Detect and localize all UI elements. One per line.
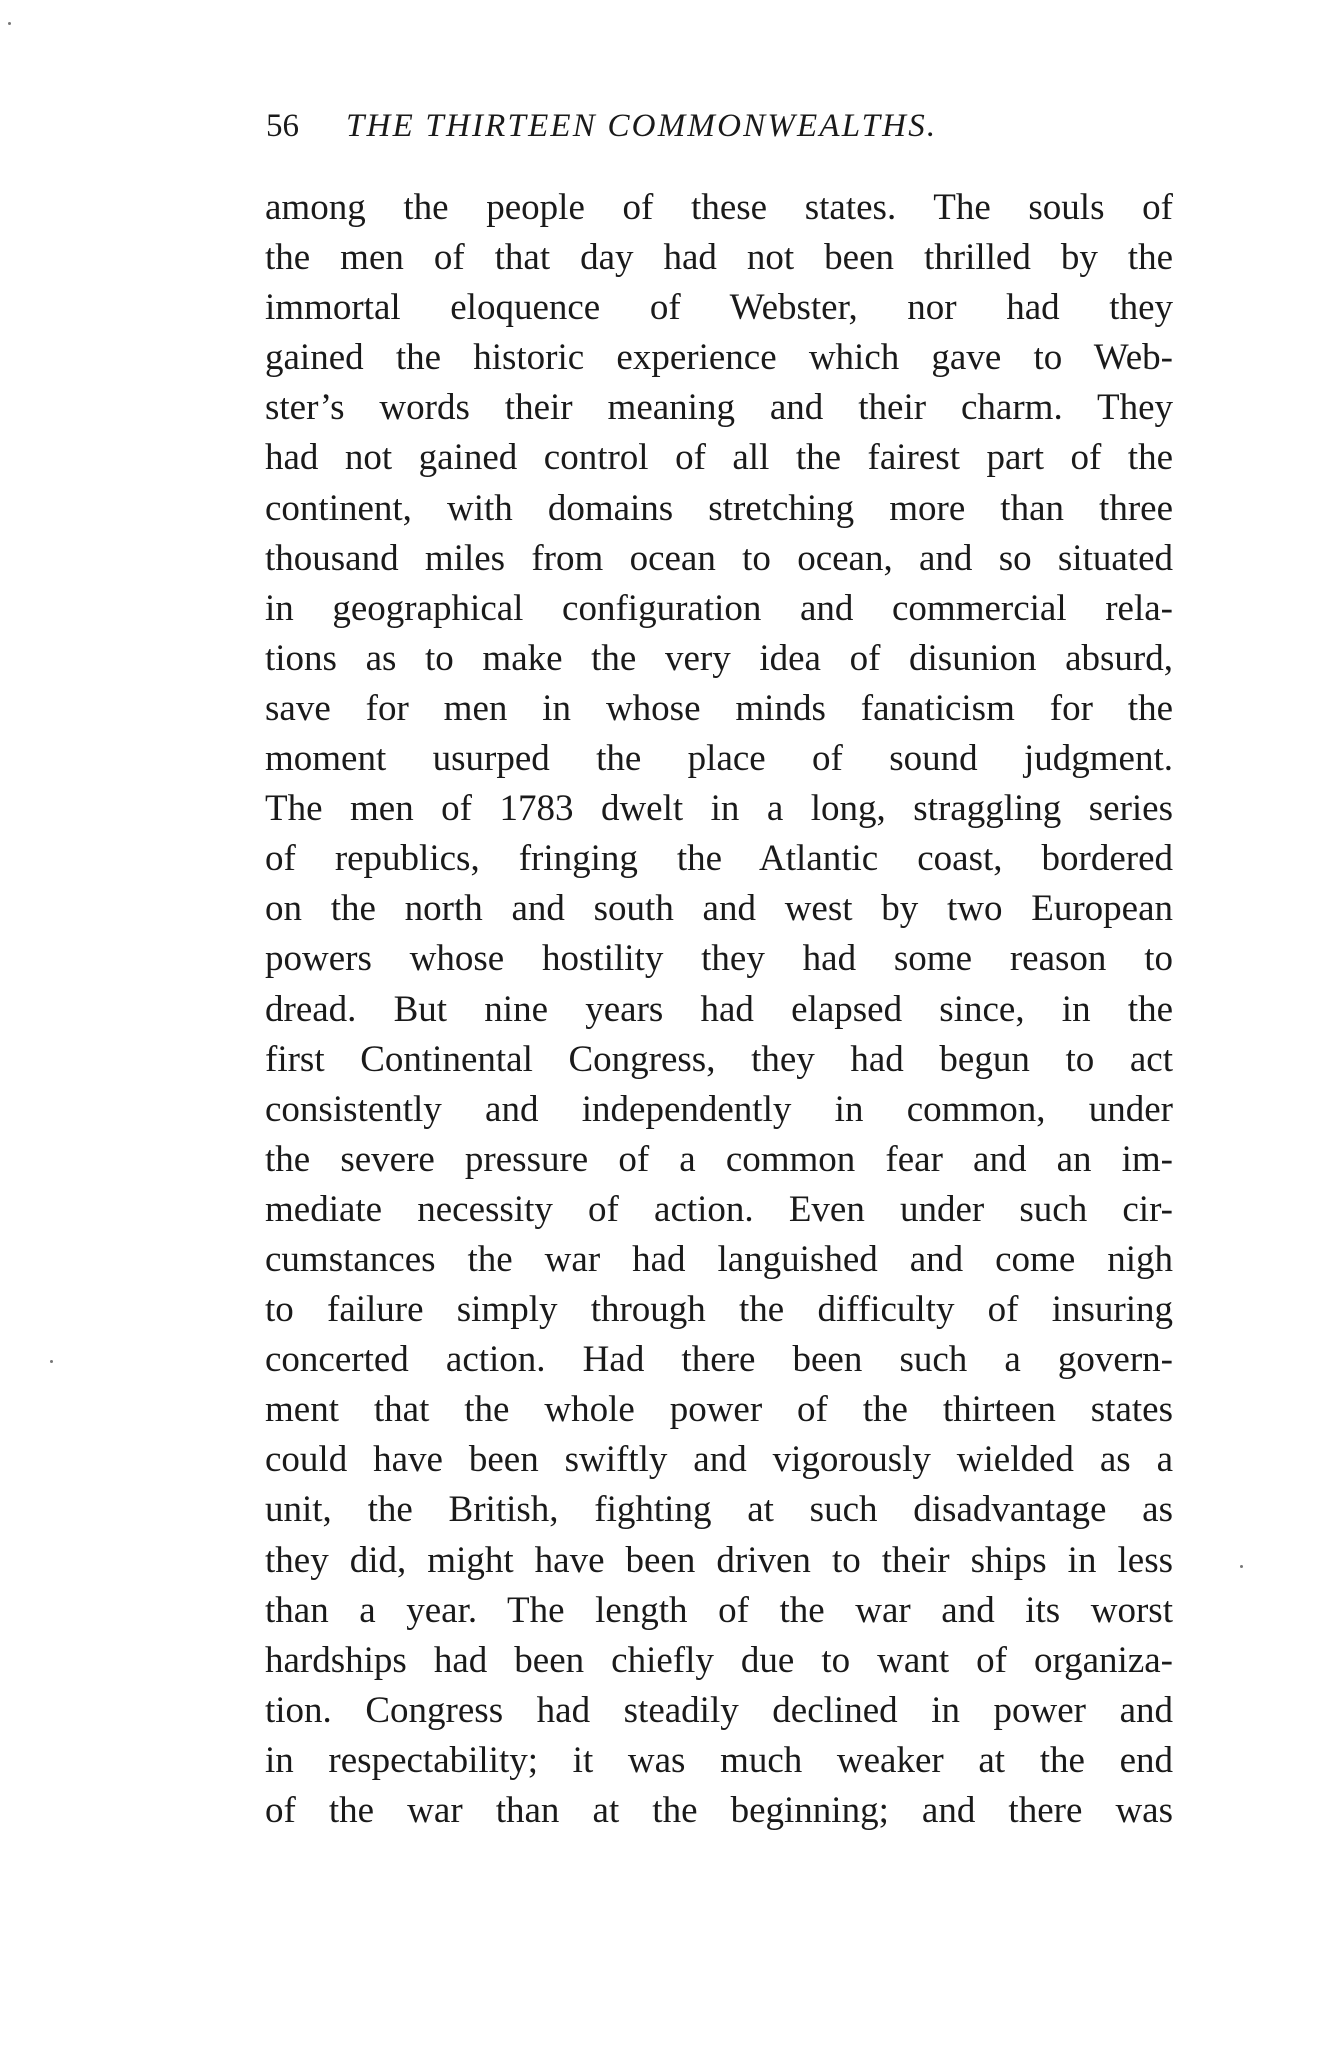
text-line: in respectability; it was much weaker at the end [265, 1739, 1173, 1781]
text-line: consistently and independently in common, under [265, 1088, 1173, 1130]
text-line: moment usurped the place of sound judgment. [265, 738, 1173, 780]
text-line: save for men in whose minds fanaticism for the [265, 687, 1173, 729]
text-line: among the people of these states. The souls of [265, 187, 1173, 228]
text-line: on the north and south and west by two European [265, 888, 1173, 930]
text-line: thousand miles from ocean to ocean, and so situated [265, 537, 1173, 579]
text-line: powers whose hostility they had some reason to [265, 938, 1173, 980]
text-line: The men of 1783 dwelt in a long, straggling series [265, 788, 1173, 830]
text-line: cumstances the war had languished and come nigh [265, 1238, 1173, 1280]
page-number: 56 [266, 108, 299, 144]
text-line: mediate necessity of action. Even under such cir- [265, 1188, 1173, 1230]
text-line: continent, with domains stretching more than three [265, 487, 1173, 529]
text-line: hardships had been chiefly due to want of organiza- [265, 1639, 1173, 1681]
text-line: of the war than at the beginning; and there was [265, 1790, 1173, 1831]
text-line: could have been swiftly and vigorously wielded as a [265, 1439, 1173, 1481]
body-text [265, 183, 1173, 1836]
text-line: the severe pressure of a common fear and an im- [265, 1138, 1173, 1180]
text-line: concerted action. Had there been such a govern- [265, 1339, 1173, 1381]
text-line: tion. Congress had steadily declined in power and [265, 1689, 1173, 1731]
text-line: unit, the British, fighting at such disadvantage as [265, 1489, 1173, 1531]
text-line: in geographical configuration and commercial rela- [265, 587, 1173, 629]
text-line: than a year. The length of the war and its worst [265, 1589, 1173, 1631]
text-line: ment that the whole power of the thirteen states [265, 1389, 1173, 1431]
running-header [266, 106, 937, 146]
scan-speck [50, 1360, 53, 1363]
text-line: they did, might have been driven to their ships in less [265, 1539, 1173, 1581]
text-line: had not gained control of all the fairest part of the [265, 437, 1173, 479]
text-line: of republics, fringing the Atlantic coast, bordered [265, 838, 1173, 880]
text-line: the men of that day had not been thrilled by the [265, 237, 1173, 279]
text-line: immortal eloquence of Webster, nor had they [265, 287, 1173, 329]
scan-speck [1240, 1565, 1243, 1568]
text-line: tions as to make the very idea of disunion absurd, [265, 637, 1173, 679]
text-line: dread. But nine years had elapsed since, in the [265, 988, 1173, 1030]
text-line: gained the historic experience which gave to Web- [265, 337, 1173, 379]
scan-speck [8, 22, 11, 25]
text-line: to failure simply through the difficulty of insuring [265, 1289, 1173, 1331]
running-title: THE THIRTEEN COMMONWEALTHS. [346, 108, 938, 144]
text-line: ster’s words their meaning and their charm. They [265, 387, 1173, 429]
text-line: first Continental Congress, they had begun to act [265, 1038, 1173, 1080]
